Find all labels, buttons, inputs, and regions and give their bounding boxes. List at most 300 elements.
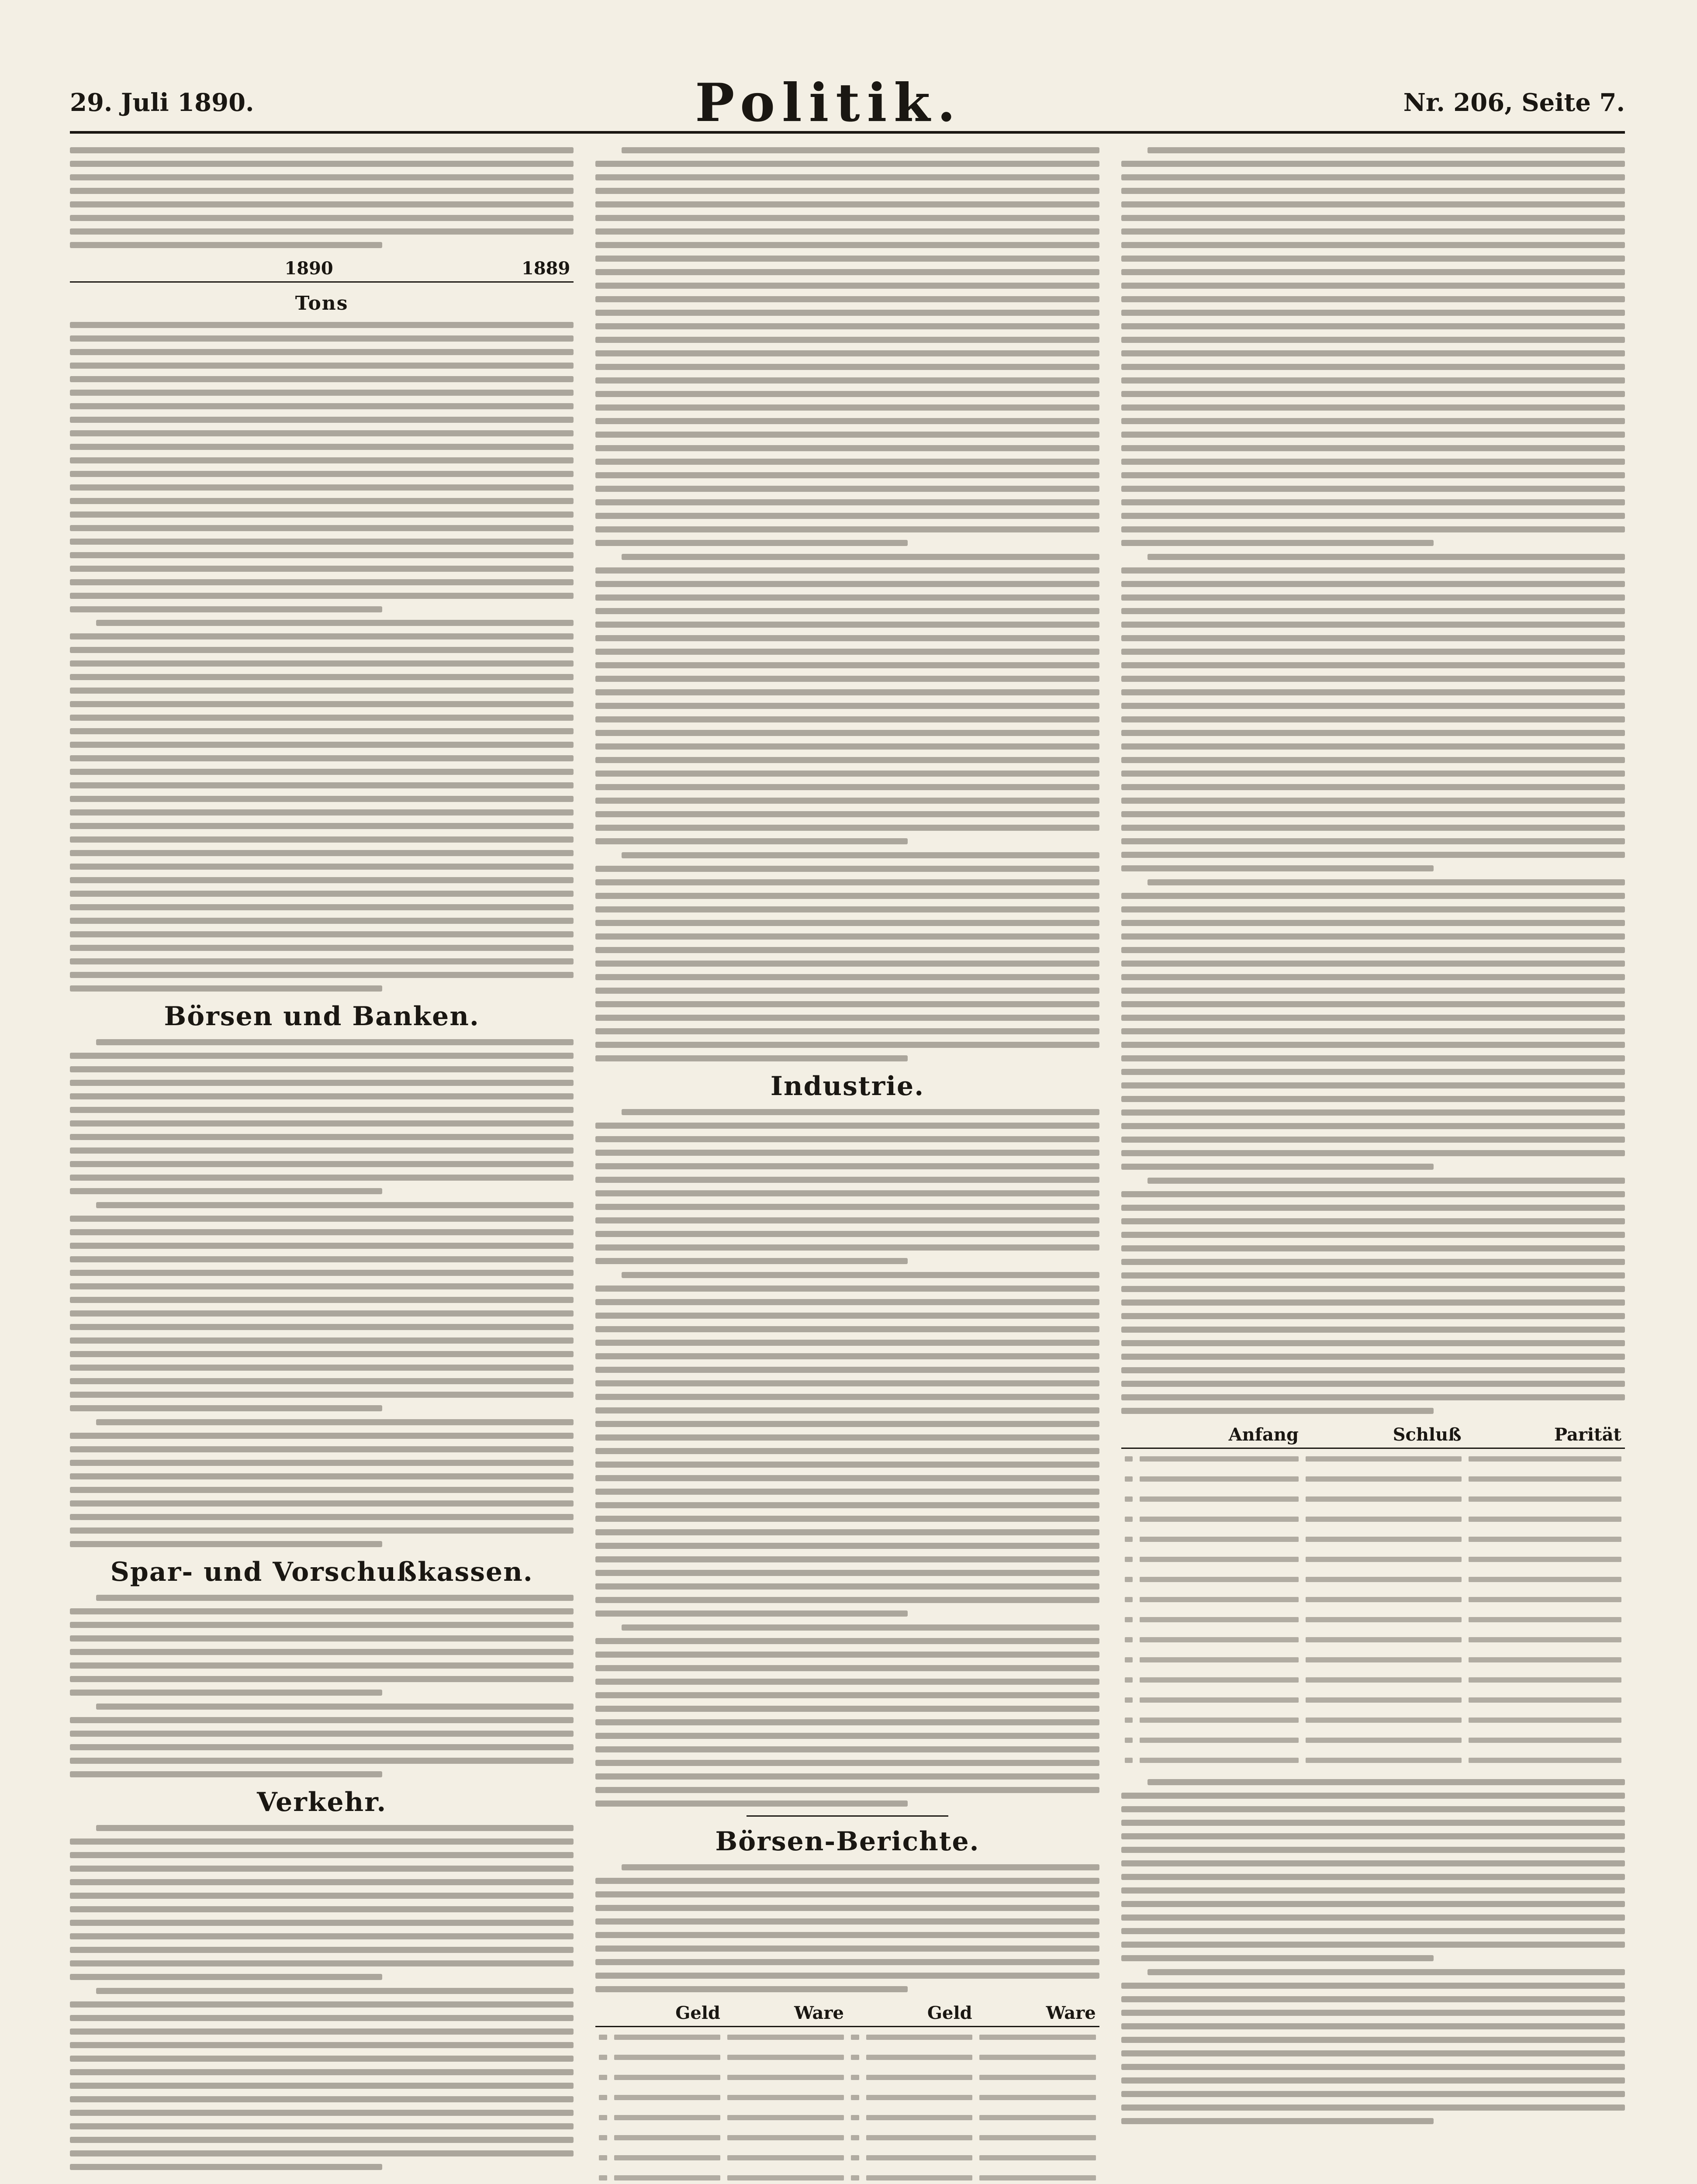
text-line: [70, 457, 574, 463]
column-header: Anfang: [1136, 1422, 1302, 1448]
section-heading: Spar- und Vorschußkassen.: [110, 1557, 533, 1587]
column-header: [70, 256, 100, 282]
text-line: [70, 1351, 574, 1357]
text-line: [70, 1093, 574, 1099]
text-line: [1121, 1164, 1434, 1170]
text-line: [595, 1652, 1099, 1658]
text-line: [70, 972, 574, 978]
text-line: [595, 649, 1099, 655]
text-line: [595, 1123, 1099, 1129]
text-line: [96, 1595, 574, 1601]
text-line: [1121, 635, 1625, 641]
paragraph: [70, 1704, 574, 1777]
paragraph: [595, 1272, 1099, 1617]
text-line: [1121, 1191, 1625, 1197]
cell-placeholder: [614, 2035, 720, 2040]
table-cell: [595, 2027, 611, 2048]
text-line: [70, 1080, 574, 1086]
cell-placeholder: [1140, 1456, 1299, 1462]
table-cell: [1302, 1509, 1465, 1529]
cell-placeholder: [599, 2155, 607, 2160]
text-line: [1121, 1218, 1625, 1224]
cell-placeholder: [979, 2035, 1096, 2040]
cell-placeholder: [1125, 1677, 1133, 1683]
text-line: [1121, 310, 1625, 316]
text-line: [1121, 337, 1625, 343]
text-line: [70, 1906, 574, 1912]
text-line: [1121, 1259, 1625, 1265]
text-line: [1121, 689, 1625, 695]
table-row: [1121, 1509, 1625, 1529]
text-line: [70, 1487, 574, 1493]
text-line: [595, 1313, 1099, 1319]
cell-placeholder: [1469, 1637, 1621, 1642]
text-line: [1121, 1137, 1625, 1143]
text-line: [1121, 1793, 1625, 1799]
text-line: [1121, 893, 1625, 899]
cell-placeholder: [727, 2095, 844, 2100]
cell-placeholder: [1306, 1537, 1462, 1542]
text-line: [70, 1107, 574, 1113]
text-line: [1121, 1205, 1625, 1211]
table-body: [1121, 1448, 1625, 1771]
text-line: [70, 2096, 574, 2102]
table-cell: [1302, 1590, 1465, 1610]
table-cell: [1136, 1489, 1302, 1509]
table-cell: [1121, 1549, 1136, 1569]
text-line: [1121, 445, 1625, 451]
text-line: [96, 1039, 574, 1045]
text-line: [595, 933, 1099, 940]
cell-placeholder: [851, 2075, 859, 2080]
text-line: [70, 1270, 574, 1276]
table-header-row: [1121, 1422, 1625, 1448]
table-cell: [724, 2168, 847, 2184]
text-line: [70, 188, 574, 194]
text-line: [96, 1704, 574, 1710]
text-line: [1121, 1887, 1625, 1894]
cell-placeholder: [979, 2175, 1096, 2181]
text-line: [1121, 2091, 1625, 2097]
text-line: [1121, 703, 1625, 709]
cell-placeholder: [727, 2115, 844, 2120]
column-header: Parität: [1465, 1422, 1625, 1448]
text-line: [1121, 1942, 1625, 1948]
text-line: [70, 2123, 574, 2129]
cell-placeholder: [1306, 1657, 1462, 1662]
text-line: [1121, 622, 1625, 628]
text-line: [595, 838, 908, 844]
text-line: [70, 1310, 574, 1317]
cell-placeholder: [727, 2175, 844, 2181]
paragraph: [1121, 147, 1625, 546]
paragraph: [595, 554, 1099, 844]
text-line: [70, 484, 574, 491]
paragraph: [70, 1595, 574, 1696]
table-cell: [1302, 1730, 1465, 1750]
text-line: [622, 147, 1099, 153]
text-line: [1121, 1901, 1625, 1907]
text-line: [595, 1340, 1099, 1346]
cell-placeholder: [1306, 1637, 1462, 1642]
table-cell: [595, 2087, 611, 2108]
text-line: [70, 2110, 574, 2116]
cell-placeholder: [979, 2055, 1096, 2060]
table-cell: [1465, 1730, 1625, 1750]
text-line: [595, 811, 1099, 817]
text-line: [595, 1556, 1099, 1562]
table-header: [70, 256, 574, 282]
cell-placeholder: [866, 2175, 972, 2181]
text-line: [70, 363, 574, 369]
text-line: [595, 594, 1099, 601]
cell-placeholder: [1125, 1496, 1133, 1502]
text-line: [70, 782, 574, 788]
table-cell: [1136, 1549, 1302, 1569]
cell-placeholder: [1140, 1637, 1299, 1642]
text-line: [1121, 364, 1625, 370]
column-1: [70, 140, 574, 2184]
table-cell: [1121, 1750, 1136, 1770]
text-line: [1121, 1313, 1625, 1319]
column-header: Ware: [724, 2000, 847, 2027]
text-line: [70, 2028, 574, 2035]
table-cell: [1465, 1670, 1625, 1690]
cell-placeholder: [599, 2095, 607, 2100]
cell-placeholder: [1125, 1717, 1133, 1723]
section-heading: Industrie.: [770, 1071, 925, 1102]
cell-placeholder: [1140, 1677, 1299, 1683]
berlin-exchange-table: [1121, 1422, 1625, 1770]
section-heading: Börsen und Banken.: [164, 1001, 480, 1032]
cell-placeholder: [1469, 1496, 1621, 1502]
text-line: [1121, 1082, 1625, 1089]
table-cell: [1302, 1569, 1465, 1590]
text-line: [1121, 2023, 1625, 2029]
text-line: [595, 1891, 1099, 1897]
text-line: [70, 1920, 574, 1926]
table-row: [595, 2067, 1099, 2087]
text-line: [70, 769, 574, 775]
text-line: [1147, 1969, 1625, 1975]
table-cell: [1121, 1590, 1136, 1610]
text-line: [96, 1419, 574, 1425]
cell-placeholder: [1306, 1697, 1462, 1703]
cell-placeholder: [979, 2155, 1096, 2160]
text-line: [1121, 947, 1625, 953]
table-cell: [1136, 1710, 1302, 1730]
table-cell: [1302, 1469, 1465, 1489]
text-line: [70, 796, 574, 802]
table-cell: [1302, 1630, 1465, 1650]
text-line: [70, 1690, 382, 1696]
cell-placeholder: [1125, 1476, 1133, 1482]
text-line: [1121, 472, 1625, 478]
table-row: [595, 2087, 1099, 2108]
cell-placeholder: [1306, 1456, 1462, 1462]
text-line: [70, 1337, 574, 1344]
table-cell: [1121, 1710, 1136, 1730]
cell-placeholder: [1140, 1657, 1299, 1662]
table-cell: [847, 2128, 863, 2148]
text-line: [70, 552, 574, 558]
text-line: [595, 1448, 1099, 1454]
text-line: [622, 554, 1099, 560]
text-line: [595, 784, 1099, 790]
text-line: [1121, 1069, 1625, 1075]
text-line: [1121, 567, 1625, 574]
cell-placeholder: [1306, 1557, 1462, 1562]
cell-placeholder: [866, 2135, 972, 2140]
text-line: [595, 716, 1099, 722]
text-line: [1121, 1340, 1625, 1346]
table-cell: [1465, 1509, 1625, 1529]
text-line: [70, 2150, 574, 2156]
cell-placeholder: [614, 2055, 720, 2060]
stocks-table: [70, 256, 574, 283]
cell-placeholder: [1306, 1577, 1462, 1582]
text-line: [1121, 906, 1625, 912]
text-line: [70, 1541, 382, 1547]
table-cell: [724, 2128, 847, 2148]
text-line: [70, 2164, 382, 2170]
text-line: [70, 755, 574, 761]
text-line: [1121, 1232, 1625, 1238]
text-line: [595, 472, 1099, 478]
text-line: [70, 2083, 574, 2089]
text-line: [70, 660, 574, 667]
text-line: [70, 958, 574, 964]
text-line: [595, 174, 1099, 180]
text-line: [96, 1825, 574, 1831]
text-line: [70, 1731, 574, 1737]
cell-placeholder: [866, 2055, 972, 2060]
text-line: [70, 2056, 574, 2062]
text-line: [70, 1175, 574, 1181]
text-line: [1121, 377, 1625, 384]
table-cell: [1121, 1650, 1136, 1670]
text-line: [1121, 865, 1434, 871]
text-line: [595, 1692, 1099, 1698]
text-line: [1121, 825, 1625, 831]
table-cell: [1465, 1448, 1625, 1469]
table-cell: [724, 2108, 847, 2128]
cell-placeholder: [1140, 1517, 1299, 1522]
cell-placeholder: [1306, 1517, 1462, 1522]
text-line: [70, 1188, 382, 1194]
cell-placeholder: [1125, 1758, 1133, 1763]
cell-placeholder: [727, 2035, 844, 2040]
cell-placeholder: [1125, 1557, 1133, 1562]
cell-placeholder: [1140, 1717, 1299, 1723]
text-line: [595, 1434, 1099, 1441]
table-cell: [1465, 1549, 1625, 1569]
text-line: [1121, 350, 1625, 356]
table-cell: [1302, 1690, 1465, 1710]
text-line: [70, 1297, 574, 1303]
cell-placeholder: [1140, 1758, 1299, 1763]
text-line: [595, 743, 1099, 750]
text-line: [70, 606, 382, 612]
text-line: [595, 1028, 1099, 1034]
issue-number-page: Nr. 206, Seite 7.: [1403, 88, 1625, 117]
text-line: [96, 1988, 574, 1994]
table-cell: [1121, 1690, 1136, 1710]
table-cell: [595, 2067, 611, 2087]
text-line: [595, 1136, 1099, 1142]
table-cell: [863, 2087, 976, 2108]
cell-placeholder: [1469, 1517, 1621, 1522]
table-cell: [1302, 1489, 1465, 1509]
text-line: [70, 1446, 574, 1452]
cell-placeholder: [1469, 1577, 1621, 1582]
text-line: [595, 1015, 1099, 1021]
text-line: [595, 1905, 1099, 1911]
text-line: [1121, 649, 1625, 655]
text-line: [595, 310, 1099, 316]
text-line: [1121, 1096, 1625, 1102]
cell-placeholder: [851, 2115, 859, 2120]
divider: [747, 1815, 948, 1817]
text-line: [595, 350, 1099, 356]
text-line: [595, 540, 908, 546]
text-line: [1121, 1860, 1625, 1866]
text-line: [595, 242, 1099, 248]
section-heading: Börsen-Berichte.: [715, 1826, 980, 1857]
text-line: [1121, 1847, 1625, 1853]
table-cell: [1121, 1670, 1136, 1690]
text-line: [70, 1405, 382, 1411]
table-row: [1121, 1529, 1625, 1549]
text-line: [595, 906, 1099, 912]
table-cell: [863, 2067, 976, 2087]
table-cell: [976, 2128, 1099, 2148]
text-line: [1121, 1299, 1625, 1306]
table-cell: [863, 2047, 976, 2067]
text-line: [595, 377, 1099, 384]
text-line: [70, 1473, 574, 1479]
text-line: [595, 161, 1099, 167]
text-line: [595, 1421, 1099, 1427]
table-cell: [1136, 1529, 1302, 1549]
text-line: [1121, 2064, 1625, 2070]
cell-placeholder: [1306, 1597, 1462, 1602]
table-cell: [595, 2128, 611, 2148]
text-line: [595, 526, 1099, 532]
table-cell: [847, 2108, 863, 2128]
text-line: [1121, 1874, 1625, 1880]
cell-placeholder: [1140, 1617, 1299, 1622]
text-line: [595, 283, 1099, 289]
table-cell: [595, 2168, 611, 2184]
cell-placeholder: [851, 2095, 859, 2100]
cell-placeholder: [1125, 1617, 1133, 1622]
table-cell: [1302, 1650, 1465, 1670]
text-line: [70, 1974, 382, 1980]
text-line: [1121, 513, 1625, 519]
table-cell: [976, 2148, 1099, 2168]
text-line: [622, 1624, 1099, 1631]
text-line: [70, 566, 574, 572]
table-header: [1121, 1422, 1625, 1448]
text-line: [96, 620, 574, 626]
text-line: [1121, 1123, 1625, 1129]
text-line: [595, 1001, 1099, 1007]
table-cell: [847, 2148, 863, 2168]
text-line: [1121, 242, 1625, 248]
table-row: [1121, 1549, 1625, 1569]
table-row: [1121, 1670, 1625, 1690]
table-cell: [1136, 1590, 1302, 1610]
cell-placeholder: [1469, 1476, 1621, 1482]
text-line: [1121, 974, 1625, 980]
text-line: [70, 809, 574, 816]
table-cell: [863, 2027, 976, 2048]
text-line: [70, 228, 574, 235]
text-line: [70, 1229, 574, 1235]
paragraph: [595, 1624, 1099, 1807]
text-line: [1121, 1996, 1625, 2002]
text-line: [70, 1053, 574, 1059]
text-line: [70, 985, 382, 992]
text-line: [622, 1864, 1099, 1870]
text-line: [595, 1800, 908, 1807]
text-line: [1121, 1001, 1625, 1007]
text-line: [1121, 499, 1625, 505]
text-line: [1121, 2010, 1625, 2016]
text-line: [1121, 215, 1625, 221]
paragraph: [595, 1864, 1099, 1992]
text-line: [595, 703, 1099, 709]
text-line: [70, 1365, 574, 1371]
issue-date: 29. Juli 1890.: [70, 88, 254, 117]
paragraph: [1121, 1178, 1625, 1414]
table-header: [595, 2000, 1099, 2027]
text-line: [595, 1773, 1099, 1780]
text-line: [1121, 1286, 1625, 1292]
text-line: [595, 1932, 1099, 1938]
cell-placeholder: [1469, 1537, 1621, 1542]
text-line: [70, 390, 574, 396]
text-line: [595, 1190, 1099, 1196]
paragraph: [1121, 554, 1625, 871]
text-line: [595, 1570, 1099, 1576]
text-line: [1121, 283, 1625, 289]
text-line: [70, 1256, 574, 1262]
paragraph: [70, 620, 574, 992]
text-line: [595, 1394, 1099, 1400]
text-line: [595, 1042, 1099, 1048]
text-line: [1121, 201, 1625, 207]
text-line: [595, 1462, 1099, 1468]
text-line: [70, 511, 574, 518]
table-cell: [1121, 1610, 1136, 1630]
text-line: [595, 1543, 1099, 1549]
text-line: [595, 1733, 1099, 1739]
text-line: [595, 947, 1099, 953]
text-line: [1121, 961, 1625, 967]
cell-placeholder: [1469, 1657, 1621, 1662]
table-row: [1121, 1650, 1625, 1670]
text-line: [1121, 418, 1625, 424]
text-line: [595, 771, 1099, 777]
text-line: [70, 1608, 574, 1614]
text-line: [1121, 1381, 1625, 1387]
paragraph: [1121, 1969, 1625, 2124]
cell-placeholder: [599, 2035, 607, 2040]
cell-placeholder: [1140, 1476, 1299, 1482]
text-line: [1121, 2050, 1625, 2056]
